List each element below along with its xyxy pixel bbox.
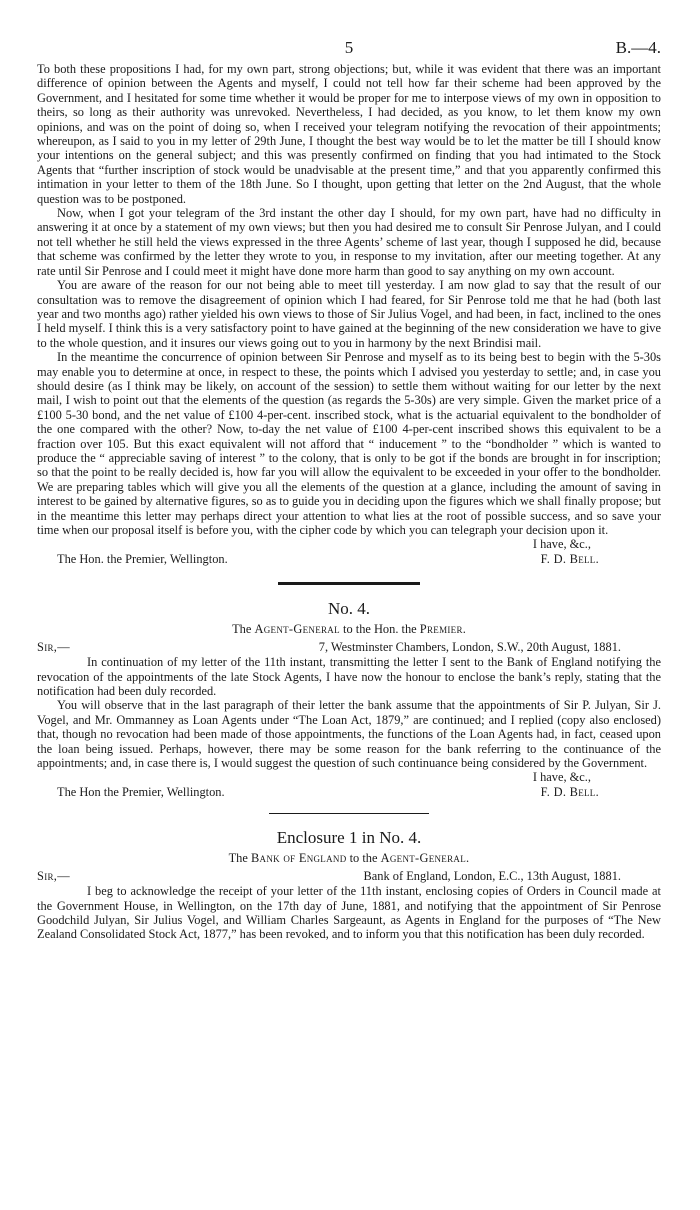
signature-line	[37, 785, 661, 799]
body-paragraph: I beg to acknowledge the receipt of your letter of the 11th instant, enclosing copies of Orders in Council made at the Government House, in Wellington, on the 17th day of June, 1881, and notifying that the appointment of Sir Penrose Goodchild Julyan, Sir Julius Vogel, and William Charles Sargeaunt, as Agents in England for the purposes of “The New Zealand Consolidated Stock Act, 1877,” has been revoked, and to inform you that this notification has been duly recorded.	[37, 884, 661, 942]
salutation: Sir,—	[37, 640, 70, 655]
document-reference: B.—4.	[615, 38, 661, 57]
page-number: 5	[344, 38, 354, 57]
subtitle-pre: The	[228, 851, 248, 866]
signature-line	[37, 552, 661, 566]
addressee: The Hon the Premier, Wellington.	[57, 784, 225, 799]
section-subtitle: The Agent-General to the Hon. the Premier.	[232, 622, 466, 637]
closing-text: I have, &c.,	[532, 537, 591, 552]
letter-3-body	[37, 62, 661, 566]
section-divider	[269, 813, 429, 814]
subtitle-pre: The	[232, 622, 252, 637]
body-paragraph: Now, when I got your telegram of the 3rd instant the other day I should, for my own part, have had no difficulty in answering it at once by a statement of my own views; but then you had desired me to consult Sir Penrose Julyan, and I could not tell whether he still held the views expressed in the three Agents’ scheme of last year, though I supposed he did, because that scheme was confirmed by the letter they wrote to you, in response to my invitation, after our meeting together. At any rate until Sir Penrose and I could meet it might have done more harm than good to say anything on my own account.	[37, 206, 661, 278]
signature: F. D. Bell.	[540, 784, 599, 799]
subtitle-to: Agent-General.	[380, 851, 470, 866]
body-paragraph: To both these propositions I had, for my own part, strong objections; but, while it was evident that there was an important difference of opinion between the Agents and myself, I could not tell how far their scheme had been approved by the Government, and I hesitated for some time whether it would be proper for me to interpose views of my own in opposition to theirs, so long as their authority was unrevoked. Nevertheless, I had decided, as you know, to let them know my own opinions, and was on the point of doing so, when I received your telegram notifying the revocation of their appointments; whereupon, as I said to you in my letter of 29th June, I thought the best way would be to let the matter be till I should know your intentions on the general subject; and this was presently confirmed on finding that you had intimated to the Stock Agents that “further inscription of stock would be unadvisable at the present time,” and that you apparently confirmed this intimation in your letter to them of the 18th June. So I thought, upon getting that letter on the 2nd August, that the whole question was to be postponed.	[37, 62, 661, 206]
section-title: Enclosure 1 in No. 4.	[276, 828, 422, 848]
body-paragraph: You are aware of the reason for our not being able to meet till yesterday. I am now glad to say that the result of our consultation was to remove the disagreement of opinion which I had feared, for Sir Penrose told me that he had (both last year and two months ago) rather yielded his own views to those of Sir Julius Vogel, and had been, in fact, inclined to the ones I held myself. I think this is a very satisfactory point to have gained at the beginning of the new consideration we have to give to the whole question, and it insures our views going out to you in harmony by the next Brindisi mail.	[37, 278, 661, 350]
subtitle-from: Bank of England	[250, 851, 347, 866]
addressee: The Hon. the Premier, Wellington.	[57, 551, 228, 566]
signature: F. D. Bell.	[540, 551, 599, 566]
subtitle-mid: to the	[349, 851, 378, 866]
page-header	[37, 38, 661, 62]
letter-no-4	[37, 599, 661, 799]
section-divider	[278, 582, 420, 585]
document-page	[37, 38, 661, 942]
body-paragraph: In the meantime the concurrence of opinion between Sir Penrose and myself as to its being best to begin with the 5-30s may enable you to determine at once, in respect to these, the points which I advised you yesterday to settle; and, in case you should desire (as I think may be likely, on account of the session) to settle them without waiting for our letter by the next mail, I wish to point out that the elements of the question (as regards the 5-30s) are very simple. Given the market price of a £100 5-30 bond, and the net value of £100 4-per-cent. inscribed stock, what is the actuarial equivalent to the bondholder of the one compared with the other? Now, to-day the net value of £100 4-per-cent inscribed shows this equivalent to be a fraction over 105. But this exact equivalent will not afford that “ inducement ” to the “bondholder ” which is wanted to produce the “ appreciable saving of interest ” to the colony, that is only to be got if the bonds are brought in for inscription; so that the point to be really decided is, how far you will allow the equivalent to be exceeded in your offer to the bondholder. We are preparing tables which will give you all the elements of the question at a glance, including the amount of saving in interest to be gained by alternative figures, so as to guide you in deciding upon the figures which we shall finally propose; but in the meantime this letter may perhaps direct your attention to what lies at the root of possible success, and so save your time when our proposal itself is before you, with the cipher code by which you can telegraph your decision upon it.	[37, 350, 661, 537]
dateline	[37, 869, 661, 884]
subtitle-to: Premier	[419, 622, 463, 637]
body-paragraph: In continuation of my letter of the 11th instant, transmitting the letter I sent to the Bank of England notifying the revocation of the appointments of the late Stock Agents, I have now the honour to enclose the bank’s reply, stating that the notification had been duly recorded.	[37, 655, 661, 698]
closing-line	[37, 537, 661, 551]
section-subtitle	[37, 851, 661, 866]
subtitle-mid: to the Hon. the	[343, 622, 417, 637]
closing-text: I have, &c.,	[532, 770, 591, 785]
body-paragraph: You will observe that in the last paragraph of their letter the bank assume that the appointments of Sir P. Julyan, Sir J. Vogel, and Mr. Ommanney as Loan Agents under “The Loan Act, 1879,” are continued; and I replied (copy also enclosed) that, though no revocation had been made of those appointments, the functions of the Loan Agents had, in fact, ceased upon the loan being issued. Perhaps, however, there may be some reason for the bank referring to the continuance of the appointments; and, in case there is, I would suggest the question of such continuance being considered by the Government.	[37, 698, 661, 771]
subtitle-from: Agent-General	[254, 622, 340, 637]
dateline	[37, 640, 661, 655]
sender-address: Bank of England, London, E.C., 13th August, 1881.	[363, 869, 621, 884]
sender-address: 7, Westminster Chambers, London, S.W., 20th August, 1881.	[318, 640, 621, 655]
salutation: Sir,—	[37, 869, 70, 884]
closing-line	[37, 770, 661, 784]
section-title: No. 4.	[327, 599, 371, 619]
enclosure-1	[37, 828, 661, 942]
